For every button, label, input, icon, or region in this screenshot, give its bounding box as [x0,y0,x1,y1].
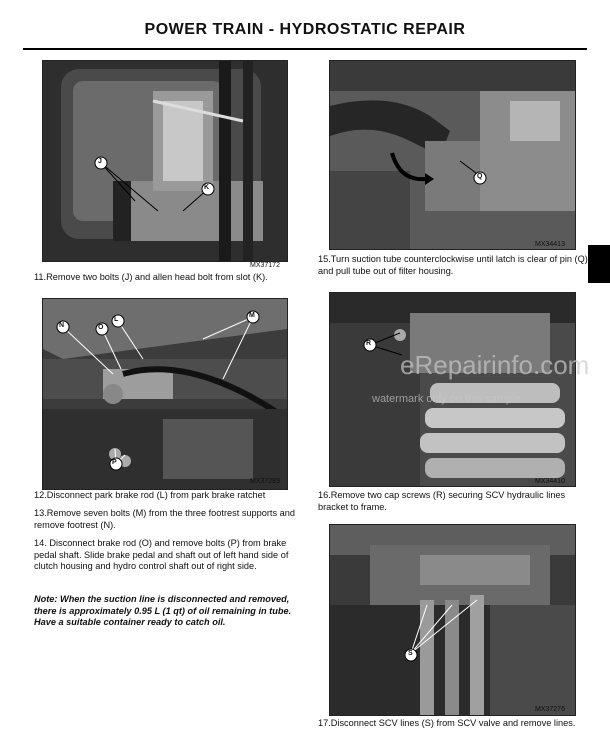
callout-p: P [112,459,117,466]
step-14: 14. Disconnect brake rod (O) and remove bolts (P) from brake pedal shaft. Slide brake pedal and shaft out of left hand side of clutch housing and hydro control shaft out of right side. [34,538,289,572]
callout-m: M [249,312,255,319]
title-rule [23,48,587,50]
callout-j: J [98,158,102,165]
photo-suction-tube [329,60,576,250]
callout-l: L [114,316,119,323]
callout-q: Q [477,173,483,180]
step-12: 12.Disconnect park brake rod (L) from park brake ratchet [34,490,266,500]
photo-scv-lines [329,524,576,716]
watermark-note: watermark only on this sample [372,393,521,405]
photo-bolts-jk [42,60,288,262]
figure-code: MX37276 [535,706,565,713]
step-13: 13.Remove seven bolts (M) from the three footrest supports and remove footrest (N). [34,508,295,530]
watermark-url: eRepairinfo.com [400,350,590,380]
callout-o: O [98,324,104,331]
section-tab [588,245,610,283]
photo-scv-bracket [329,292,576,487]
figure-code: MX34413 [535,241,565,248]
figure-code: MX37289 [250,478,280,485]
callout-n: N [59,322,65,329]
figure-code: MX34410 [535,478,565,485]
step-17: 17.Disconnect SCV lines (S) from SCV valve and remove lines. [318,718,576,728]
figure-code: MX37172 [250,262,280,269]
step-16: 16.Remove two cap screws (R) securing SCV hydraulic lines bracket to frame. [318,490,566,512]
step-15: 15.Turn suction tube counterclockwise until latch is clear of pin (Q) and pull tube out of filter housing. [318,254,588,276]
step-11: 11.Remove two bolts (J) and allen head bolt from slot (K). [34,272,268,282]
callout-r: R [366,340,372,347]
page-title: POWER TRAIN - HYDROSTATIC REPAIR [144,21,466,38]
photo-park-brake [42,298,288,490]
callout-k: K [204,184,210,191]
callout-s: S [408,650,413,657]
caution-note: Note: When the suction line is disconnected and removed, there is approximately 0.95 L (1 qt) of oil remaining in tube. Have a suitable container ready to catch oil. [34,594,292,628]
